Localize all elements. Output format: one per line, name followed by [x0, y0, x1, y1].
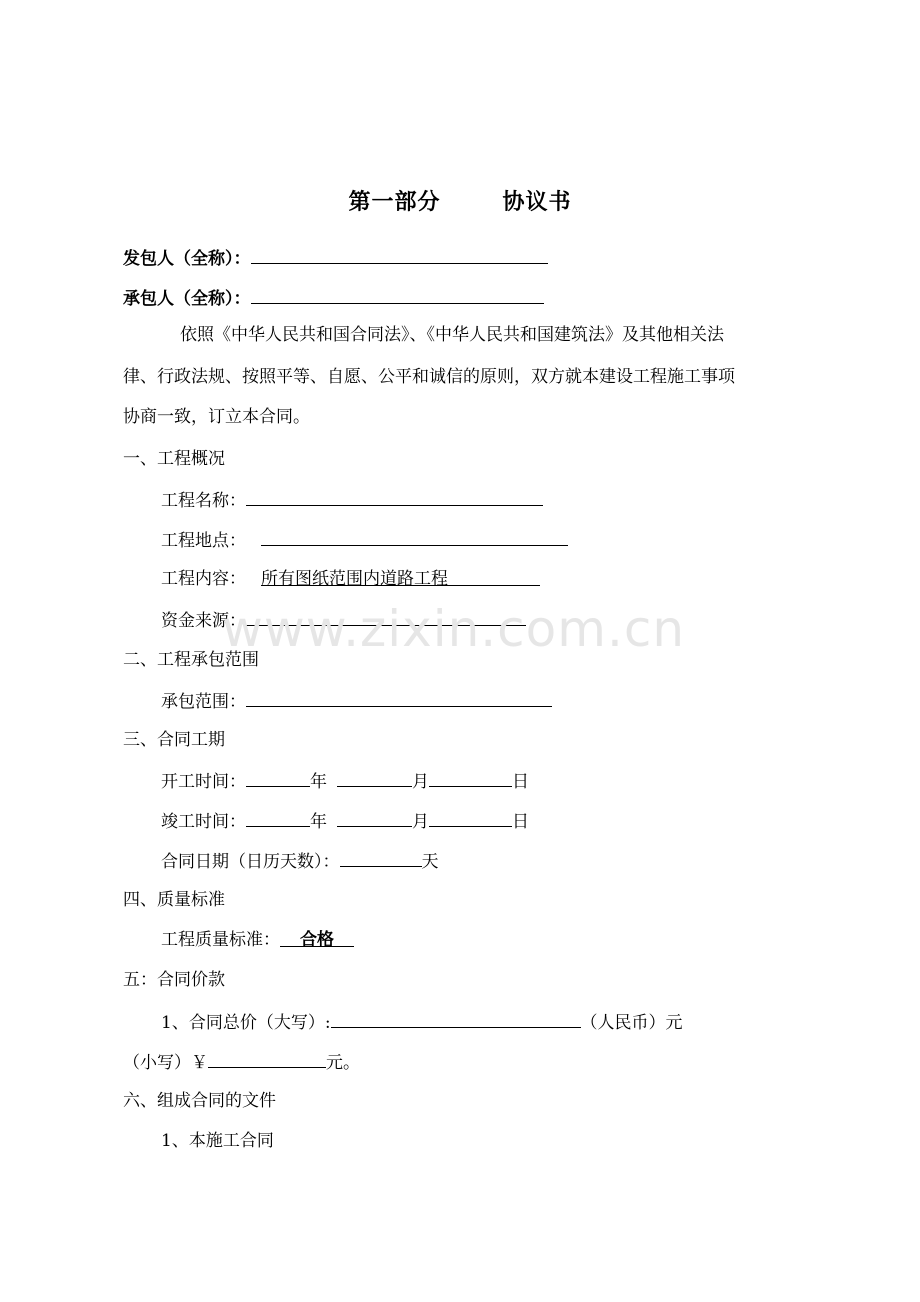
end-date-row — [161, 809, 529, 833]
start-year-blank[interactable] — [246, 769, 310, 787]
scope-label: 承包范围： — [161, 692, 246, 712]
total-price-label: 1、合同总价（大写）: — [161, 1013, 331, 1033]
section-4-heading: 四、质量标准 — [123, 890, 225, 910]
section-2-heading: 二、工程承包范围 — [123, 650, 259, 670]
total-price-row — [161, 1010, 683, 1034]
end-day-blank[interactable] — [429, 809, 512, 827]
scope-blank[interactable] — [246, 689, 552, 707]
contractor-label: 承包人（全称）： — [123, 289, 251, 309]
employer-label: 发包人（全称）： — [123, 249, 251, 269]
project-location-blank[interactable] — [261, 528, 568, 546]
end-year-blank[interactable] — [246, 809, 310, 827]
small-price-row — [123, 1050, 360, 1074]
start-month-blank[interactable] — [337, 769, 412, 787]
quality-row — [161, 929, 354, 951]
start-date-label: 开工时间： — [161, 772, 246, 792]
small-price-blank[interactable] — [208, 1050, 326, 1068]
project-content-field[interactable] — [261, 568, 540, 589]
duration-unit: 天 — [421, 852, 439, 872]
project-content-row — [161, 568, 540, 590]
duration-blank[interactable] — [340, 849, 422, 867]
start-date-row — [161, 769, 529, 793]
project-content-label: 工程内容： — [161, 569, 246, 589]
start-month-unit: 月 — [412, 772, 429, 792]
end-day-unit: 日 — [512, 812, 529, 832]
preamble-line-1: 依照《中华人民共和国合同法》、《中华人民共和国建筑法》及其他相关法 — [180, 325, 724, 345]
preamble-line-2: 律、行政法规、按照平等、自愿、公平和诚信的原则，双方就本建设工程施工事项 — [123, 367, 735, 387]
rmb-suffix: （人民币）元 — [580, 1013, 683, 1033]
title-part: 第一部分 — [348, 189, 441, 215]
quality-value: 合格 — [300, 930, 334, 950]
employer-blank[interactable] — [251, 246, 548, 264]
project-location-label: 工程地点： — [161, 531, 246, 551]
section-1-heading: 一、工程概况 — [123, 449, 225, 469]
duration-label: 合同日期（日历天数）： — [161, 852, 340, 872]
project-name-label: 工程名称： — [161, 491, 246, 511]
duration-row — [161, 849, 439, 873]
fund-source-label: 资金来源： — [161, 611, 246, 631]
contract-doc-item-1: 1、本施工合同 — [161, 1131, 274, 1151]
start-day-unit: 日 — [512, 772, 529, 792]
total-price-blank[interactable] — [331, 1010, 581, 1028]
end-date-label: 竣工时间： — [161, 812, 246, 832]
start-day-blank[interactable] — [429, 769, 512, 787]
contractor-row — [123, 286, 544, 310]
end-year-unit: 年 — [310, 812, 327, 832]
contractor-blank[interactable] — [251, 286, 544, 304]
watermark: www.zixin.com.cn — [222, 600, 686, 658]
small-price-suffix: 元。 — [326, 1053, 360, 1073]
employer-row — [123, 246, 548, 270]
quality-label: 工程质量标准： — [161, 930, 280, 950]
section-3-heading: 三、合同工期 — [123, 730, 225, 750]
title-name: 协议书 — [502, 189, 572, 215]
project-name-blank[interactable] — [246, 488, 543, 506]
quality-field[interactable] — [280, 929, 354, 950]
end-month-unit: 月 — [412, 812, 429, 832]
section-6-heading: 六、组成合同的文件 — [123, 1091, 276, 1111]
end-month-blank[interactable] — [337, 809, 412, 827]
project-content-value: 所有图纸范围内道路工程 — [261, 569, 448, 589]
small-price-label: （小写）￥ — [123, 1053, 208, 1073]
project-location-row — [161, 528, 568, 552]
section-5-heading: 五：合同价款 — [123, 970, 225, 990]
document-title — [0, 185, 920, 216]
preamble-line-3: 协商一致，订立本合同。 — [123, 407, 310, 427]
scope-row — [161, 689, 552, 713]
start-year-unit: 年 — [310, 772, 327, 792]
project-name-row — [161, 488, 543, 512]
